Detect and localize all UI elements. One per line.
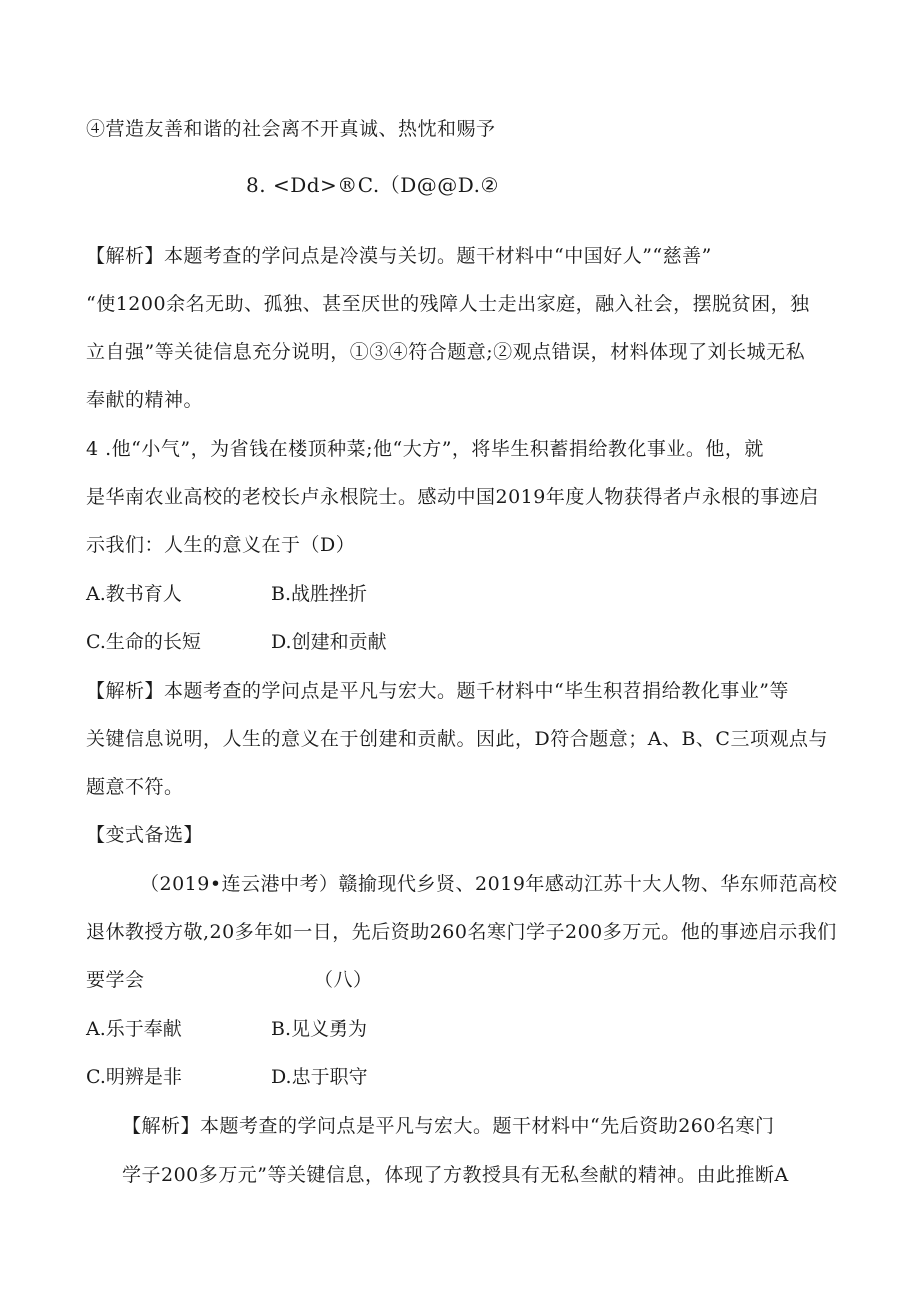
text-line: 4 .他“小气”，为省钱在楼顶种菜;他“大方”，将毕生积蓄捐给教化事业。他，就 (86, 438, 764, 460)
text-line: 学子200多万元”等关键信息，体现了方教授具有无私叁献的精神。由此推断A (122, 1164, 789, 1186)
text-line: 【解析】本题考查的学问点是平凡与宏大。题干材料中“先后资助260名寒门 (122, 1115, 775, 1137)
option-b: B.见义勇为 (271, 1018, 368, 1040)
section-heading: 【变式备选】 (86, 824, 204, 846)
text-line: 退休教授方敬,20多年如一日，先后资助260名寒门学子200多万元。他的事迹启示我们 (86, 921, 837, 943)
text-line: 8. <Dd>®C.（D@@D.② (246, 173, 499, 197)
option-c: C.明辨是非 (86, 1066, 182, 1088)
text-line: 立自强”等关徒信息充分说明，①③④符合题意;②观点错误，材料体现了刘长城无私 (86, 341, 806, 363)
text-line: 关键信息说明，人生的意义在于创建和贡献。因此，D符合题意；A、B、C三项观点与 (86, 728, 828, 750)
option-a: A.教书育人 (86, 583, 182, 605)
option-a: A.乐于奉献 (86, 1018, 182, 1040)
text-line: 【解析】本题考查的学问点是冷漠与关切。题干材料中“中国好人”“慈善” (86, 245, 712, 267)
text-line: 要学会 (86, 969, 145, 991)
text-line: ④营造友善和谐的社会离不开真诚、热忱和赐予 (86, 118, 496, 140)
text-line: 【解析】本题考查的学问点是平凡与宏大。题千材料中“毕生积苕捐给教化事业”等 (86, 680, 789, 702)
text-line: 是华南农业高校的老校长卢永根院士。感动中国2019年度人物获得者卢永根的事迹启 (86, 486, 819, 508)
text-line: 奉献的精神。 (86, 389, 204, 411)
text-line: （2019•连云港中考）赣揄现代乡贤、2019年感动江苏十大人物、华东师范高校 (140, 873, 838, 895)
text-line: 题意不符。 (86, 776, 184, 798)
answer-blank: （八） (314, 969, 373, 991)
option-d: D.创建和贡献 (271, 631, 387, 653)
option-d: D.忠于职守 (271, 1066, 368, 1088)
text-line: 示我们：人生的意义在于（D） (86, 534, 356, 556)
option-c: C.生命的长短 (86, 631, 201, 653)
text-line: “使1200余名无助、孤独、甚至厌世的残障人士走出家庭，融入社会，摆脱贫困，独 (86, 293, 810, 315)
option-b: B.战胜挫折 (271, 583, 368, 605)
